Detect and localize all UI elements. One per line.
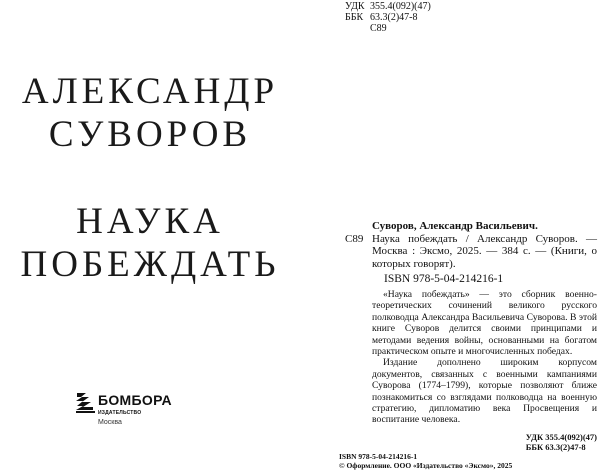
annotation-paragraph-2: Издание дополнено широким корпусом документов, связанных с военными кампаниями Суворова (1774–1799), которые позволяют ближе познакомиться со взглядами полководца на военную стратегию, дипломатию века Просвещения и воспитание человека.	[372, 357, 597, 426]
publisher-name: БОМБОРА	[98, 392, 172, 408]
author-first-name: АЛЕКСАНДР	[21, 71, 279, 112]
bib-row	[345, 233, 597, 271]
page-footer	[339, 452, 597, 470]
imprint-column	[339, 220, 597, 470]
publisher-logo-icon	[74, 391, 96, 414]
annotation	[345, 289, 597, 426]
isbn: ISBN 978-5-04-214216-1	[384, 273, 504, 285]
classification-footer	[526, 432, 597, 452]
udk-value: 355.4(092)(47)	[370, 1, 431, 12]
author-last-name: СУВОРОВ	[48, 114, 252, 155]
publisher-subtitle: ИЗДАТЕЛЬСТВО	[98, 410, 142, 416]
udk-label: УДК	[345, 1, 365, 12]
bbk-header	[345, 12, 418, 23]
bib-description: Наука побеждать / Александр Суворов. — Москва : Эксмо, 2025. — 384 с. — (Книги, о которых говорят).	[372, 232, 597, 270]
footer-isbn: ISBN 978-5-04-214216-1	[339, 451, 418, 461]
udk-header	[345, 1, 431, 12]
publisher-city: Москва	[98, 419, 122, 426]
bib-mark: С89	[345, 232, 364, 245]
bbk-footer: ББК 63.3(2)47-8	[525, 441, 586, 452]
book-title-line1: НАУКА	[76, 201, 224, 242]
bbk-value: 63.3(2)47-8	[370, 12, 418, 23]
copyright: © Оформление. ООО «Издательство «Эксмо», 2025	[339, 460, 513, 470]
bib-author: Суворов, Александр Васильевич.	[372, 220, 538, 232]
book-title-line2: ПОБЕЖДАТЬ	[20, 244, 280, 285]
annotation-paragraph-1: «Наука побеждать» — это сборник военно-теоретических сочинений великого русского полководца Александра Васильевича Суворова. В этой книге Суворов делится своими принципами и методами ведения войны, основанными на богатом практическом опыте и многочисленных победах.	[372, 289, 597, 358]
udk-footer: УДК 355.4(092)(47)	[525, 431, 597, 442]
author-mark-header: С89	[370, 23, 387, 34]
bbk-label: ББК	[345, 12, 364, 23]
